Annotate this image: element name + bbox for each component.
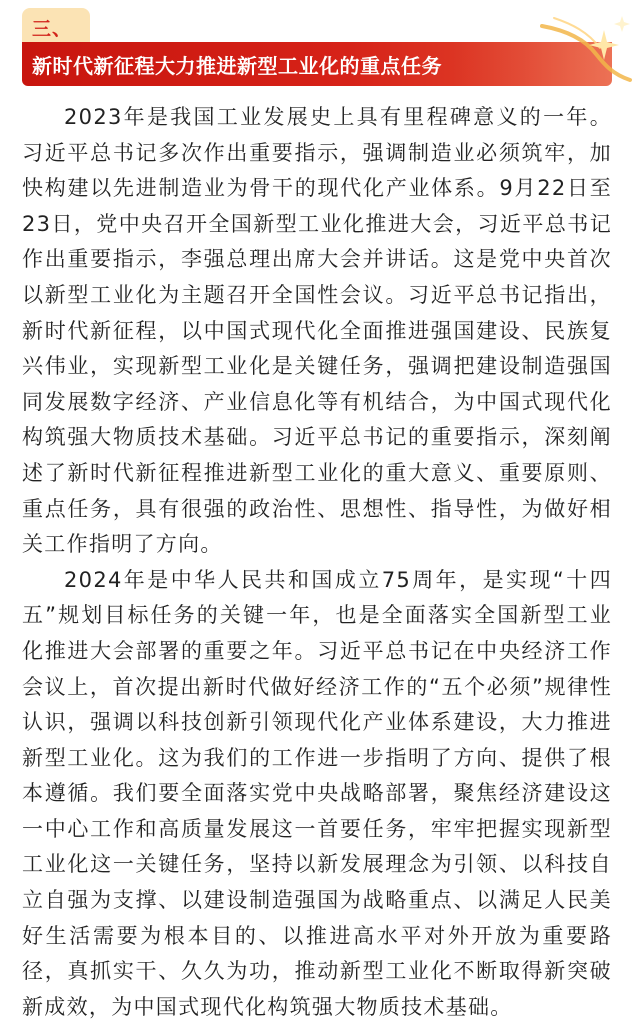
- section-title: 新时代新征程大力推进新型工业化的重点任务: [32, 54, 442, 78]
- section-number: 三、: [32, 18, 73, 40]
- section-title-bar: [22, 42, 612, 86]
- article-body: [22, 100, 612, 1025]
- gold-ribbon-sparkle-icon: [534, 8, 634, 90]
- section-header: [22, 8, 612, 88]
- paragraph-2: 2024年是中华人民共和国成立75周年，是实现“十四五”规划目标任务的关键一年，也是全面落实全国新型工业化推进大会部署的重要之年。习近平总书记在中央经济工作会议上，首次提出新时代做好经济工作的“五个必须”规律性认识，强调以科技创新引领现代化产业体系建设，大力推进新型工业化。这为我们的工作进一步指明了方向、提供了根本遵循。我们要全面落实党中央战略部署，聚焦经济建设这一中心工作和高质量发展这一首要任务，牢牢把握实现新型工业化这一关键任务，坚持以新发展理念为引领、以科技自立自强为支撑、以建设制造强国为战略重点、以满足人民美好生活需要为根本目的、以推进高水平对外开放为重要路径，真抓实干、久久为功，推动新型工业化不断取得新突破新成效，为中国式现代化构筑强大物质技术基础。: [22, 567, 612, 1019]
- paragraph-1: 2023年是我国工业发展史上具有里程碑意义的一年。习近平总书记多次作出重要指示，强调制造业必须筑牢，加快构建以先进制造业为骨干的现代化产业体系。9月22日至23日，党中央召开全国新型工业化推进大会，习近平总书记作出重要指示，李强总理出席大会并讲话。这是党中央首次以新型工业化为主题召开全国性会议。习近平总书记指出，新时代新征程，以中国式现代化全面推进强国建设、民族复兴伟业，实现新型工业化是关键任务，强调把建设制造强国同发展数字经济、产业信息化等有机结合，为中国式现代化构筑强大物质技术基础。习近平总书记的重要指示，深刻阐述了新时代新征程推进新型工业化的重大意义、重要原则、重点任务，具有很强的政治性、思想性、指导性，为做好相关工作指明了方向。: [22, 105, 612, 557]
